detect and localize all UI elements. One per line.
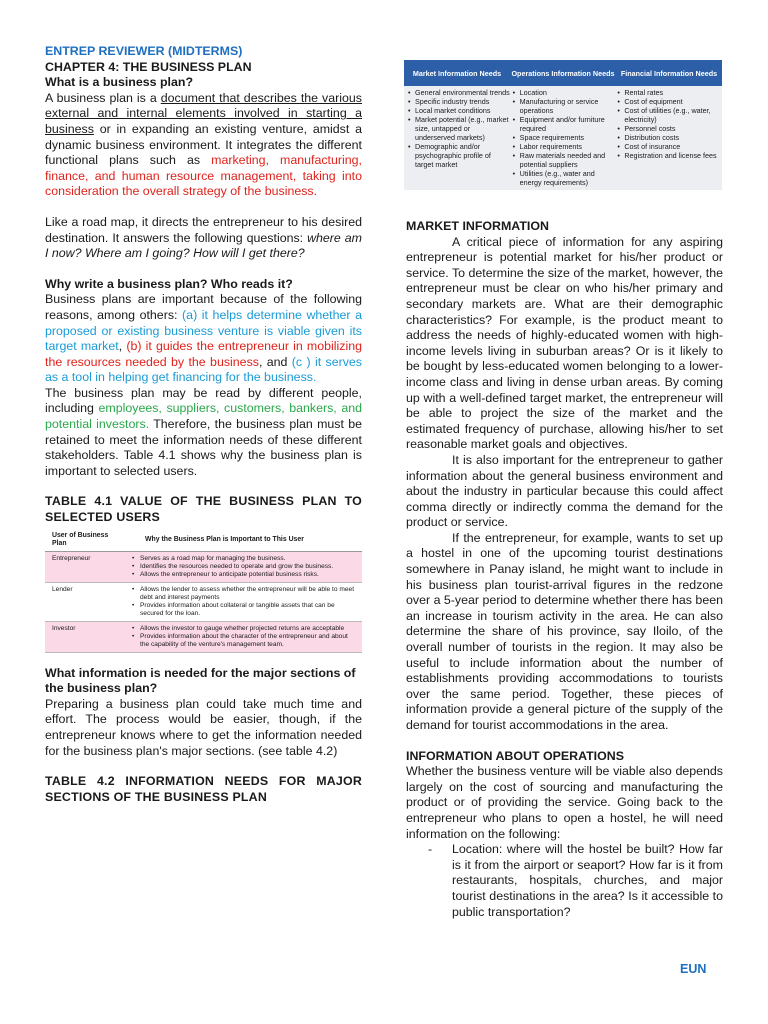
text-span: The business plan may be read by different people, including <box>45 385 362 416</box>
text-span: or in expanding an existing venture, amidst a dynamic business environment. It integrates the different functional plans such as <box>45 121 362 168</box>
list-item: • Allows the lender to assess whether the entrepreneur will be able to meet debt and interest payments <box>129 586 358 602</box>
text-span: , and <box>258 354 292 369</box>
list-item: • Registration and license fees <box>615 151 720 160</box>
table-column-market <box>406 88 511 187</box>
table-header-operations: Operations Information Needs <box>511 68 615 78</box>
table-header-market: Market Information Needs <box>412 68 502 78</box>
list-item: • Cost of equipment <box>615 97 720 106</box>
list-item: • Serves as a road map for managing the business. <box>129 555 358 563</box>
list-item: • Specific industry trends <box>406 97 511 106</box>
list-item: • Location <box>511 88 616 97</box>
list-item: • Identifies the resources needed to operate and grow the business. <box>129 563 358 571</box>
table-cell-reasons <box>125 621 362 652</box>
text-span-italic: where am I now? Where am I going? How will I get there? <box>45 230 362 261</box>
chapter-title: CHAPTER 4: THE BUSINESS PLAN <box>45 59 252 74</box>
list-item: • Space requirements <box>511 133 616 142</box>
list-item: • Provides information about collateral or tangible assets that can be secured for the loan. <box>129 602 358 618</box>
left-column <box>45 44 362 805</box>
paragraph-market-1: A critical piece of information for any aspiring entrepreneur is potential market for his/her product or service. To determine the size of the market, however, the entrepreneur must be clear on who his/her primary and secondary markets are. What are their demographic characteristics? For example, is the product meant to address the needs of highly-educated women with high-income levels living in suburban areas? Or is it likely to be bought by less-educated women belonging to a lower-income class and living in dense urban areas. By coming up with a well-defined target market, the entrepreneur will be able to project the size of the market and the estimated frequency of purchase, allowing his/her to set reasonable market goals and objectives. <box>406 234 723 452</box>
text-span: , <box>118 339 127 354</box>
table-cell-user: Lender <box>45 582 125 621</box>
list-item: • General environmental trends <box>406 88 511 97</box>
list-item: • Allows the investor to gauge whether projected returns are acceptable <box>129 625 358 633</box>
list-item: • Utilities (e.g., water and energy requirements) <box>511 169 616 187</box>
text-span: Business plans are important because of the following reasons, among others: <box>45 292 362 322</box>
right-column <box>406 219 723 920</box>
question-information-needed: What information is needed for the major sections of the business plan? <box>45 665 356 696</box>
heading-operations: INFORMATION ABOUT OPERATIONS <box>406 748 624 763</box>
list-item: • Cost of insurance <box>615 142 720 151</box>
text-span: Like a road map, it directs the entrepreneur to his desired destination. It answers the following questions: <box>45 214 362 245</box>
paragraph-reasons <box>45 292 362 386</box>
paragraph-market-3: If the entrepreneur, for example, wants to set up a hostel in one of the upcoming tourist destinations somewhere in Panay island, he might want to include in his business plan tourist-arrival figures in the redzone over a 5-year period to determine whether there has been an increase in tourism activity in the area. He can also determine the share of his province, say Iloilo, of the overall number of tourists in the region. It may also be useful to include information about the number of establishments providing accommodations to tourists over the same period. Together, these pieces of information provide a general picture of the supply of the demand for tourist accommodations in the area. <box>406 530 723 732</box>
list-item: • Local market conditions <box>406 106 511 115</box>
question-what-is-business-plan: What is a business plan? <box>45 75 194 90</box>
table-header-financial: Financial Information Needs <box>620 68 718 78</box>
table-cell-user: Entrepreneur <box>45 551 125 582</box>
paragraph-definition <box>45 91 362 200</box>
list-item: • Distribution costs <box>615 133 720 142</box>
text-span-red: (b) it guides the entrepreneur in mobilizing the resources needed by the business <box>45 339 363 369</box>
text-span-blue: (a) it helps determine whether a proposed or existing business venture is viable given its target market <box>45 307 362 354</box>
list-item: • Equipment and/or furniture required <box>511 115 616 133</box>
table-header-user: User of Business Plan <box>45 529 125 552</box>
paragraph-road-map <box>45 215 362 262</box>
reviewer-title: ENTREP REVIEWER (MIDTERMS) <box>45 44 243 58</box>
table-row <box>45 621 362 652</box>
text-span: A business plan is a <box>45 90 161 105</box>
footer-initials: EUN <box>680 962 707 976</box>
list-item: • Cost of utilities (e.g., water, electricity) <box>615 106 720 124</box>
list-item: • Labor requirements <box>511 142 616 151</box>
list-item: • Rental rates <box>615 88 720 97</box>
table-4-2-caption: TABLE 4.2 INFORMATION NEEDS FOR MAJOR SECTIONS OF THE BUSINESS PLAN <box>45 774 362 804</box>
table-column-operations <box>511 88 616 187</box>
list-item: • Manufacturing or service operations <box>511 97 616 115</box>
table-4-2 <box>404 60 722 212</box>
paragraph-preparing: Preparing a business plan could take much time and effort. The process would be easier, though, if the entrepreneur knows where to get the information needed for the business plan's major sections. (see table 4.2) <box>45 696 362 758</box>
text-span-blue: (c ) it serves as a tool in helping get financing for the business. <box>45 354 362 385</box>
table-column-financial <box>615 88 720 187</box>
paragraph-readers <box>45 386 362 480</box>
list-item: • Raw materials needed and potential suppliers <box>511 151 616 169</box>
text-span-green: employees, suppliers, customers, bankers, and potential investors. <box>45 401 363 432</box>
table-row <box>45 551 362 582</box>
table-4-2-body <box>404 86 722 190</box>
table-cell-user: Investor <box>45 621 125 652</box>
paragraph-operations: Whether the business venture will be viable also depends largely on the cost of sourcing and manufacturing the product or of providing the service. Going back to the entrepreneur who plans to open a hostel, he will need information on the following: <box>406 764 723 841</box>
question-why-write: Why write a business plan? Who reads it? <box>45 276 293 291</box>
table-4-2-header <box>404 60 722 86</box>
text-span-red: marketing, manufacturing, finance, and human resource management, taking into consideration the overall strategy of the business. <box>45 153 362 199</box>
list-item: • Allows the entrepreneur to anticipate potential business risks. <box>129 571 358 579</box>
table-header-why: Why the Business Plan is Important to This User <box>125 529 362 552</box>
table-4-1 <box>45 529 362 653</box>
table-4-1-caption: TABLE 4.1 VALUE OF THE BUSINESS PLAN TO SELECTED USERS <box>45 494 362 525</box>
list-item: • Demographic and/or psychographic profile of target market <box>406 142 511 169</box>
text-span-underlined: document that describes the various external and internal elements involved in starting a business <box>45 90 362 136</box>
table-cell-reasons <box>125 582 362 621</box>
paragraph-market-2: It is also important for the entrepreneur to gather information about the general business environment and about the industry in particular because this could affect comma directly or indirectly comma the demand for the product or service. <box>406 452 723 530</box>
list-item: • Personnel costs <box>615 124 720 133</box>
heading-market-information: MARKET INFORMATION <box>406 219 549 233</box>
table-cell-reasons <box>125 551 362 582</box>
list-item: • Provides information about the character of the entrepreneur and about the capability of the venture's management team. <box>129 633 358 649</box>
list-item-location: - Location: where will the hostel be built? How far is it from the airport or seaport? How far is it from restaurants, hospitals, churches, and major tourist destinations in the area? Is it accessible to public transportation? <box>406 842 723 920</box>
text-span: Therefore, the business plan must be retained to meet the information needs of these different stakeholders. Table 4.1 shows why the business plan is important to selected users. <box>45 417 362 478</box>
list-item: • Market potential (e.g., market size, untapped or underserved markets) <box>406 115 511 142</box>
operations-list <box>406 842 723 920</box>
table-row <box>45 582 362 621</box>
